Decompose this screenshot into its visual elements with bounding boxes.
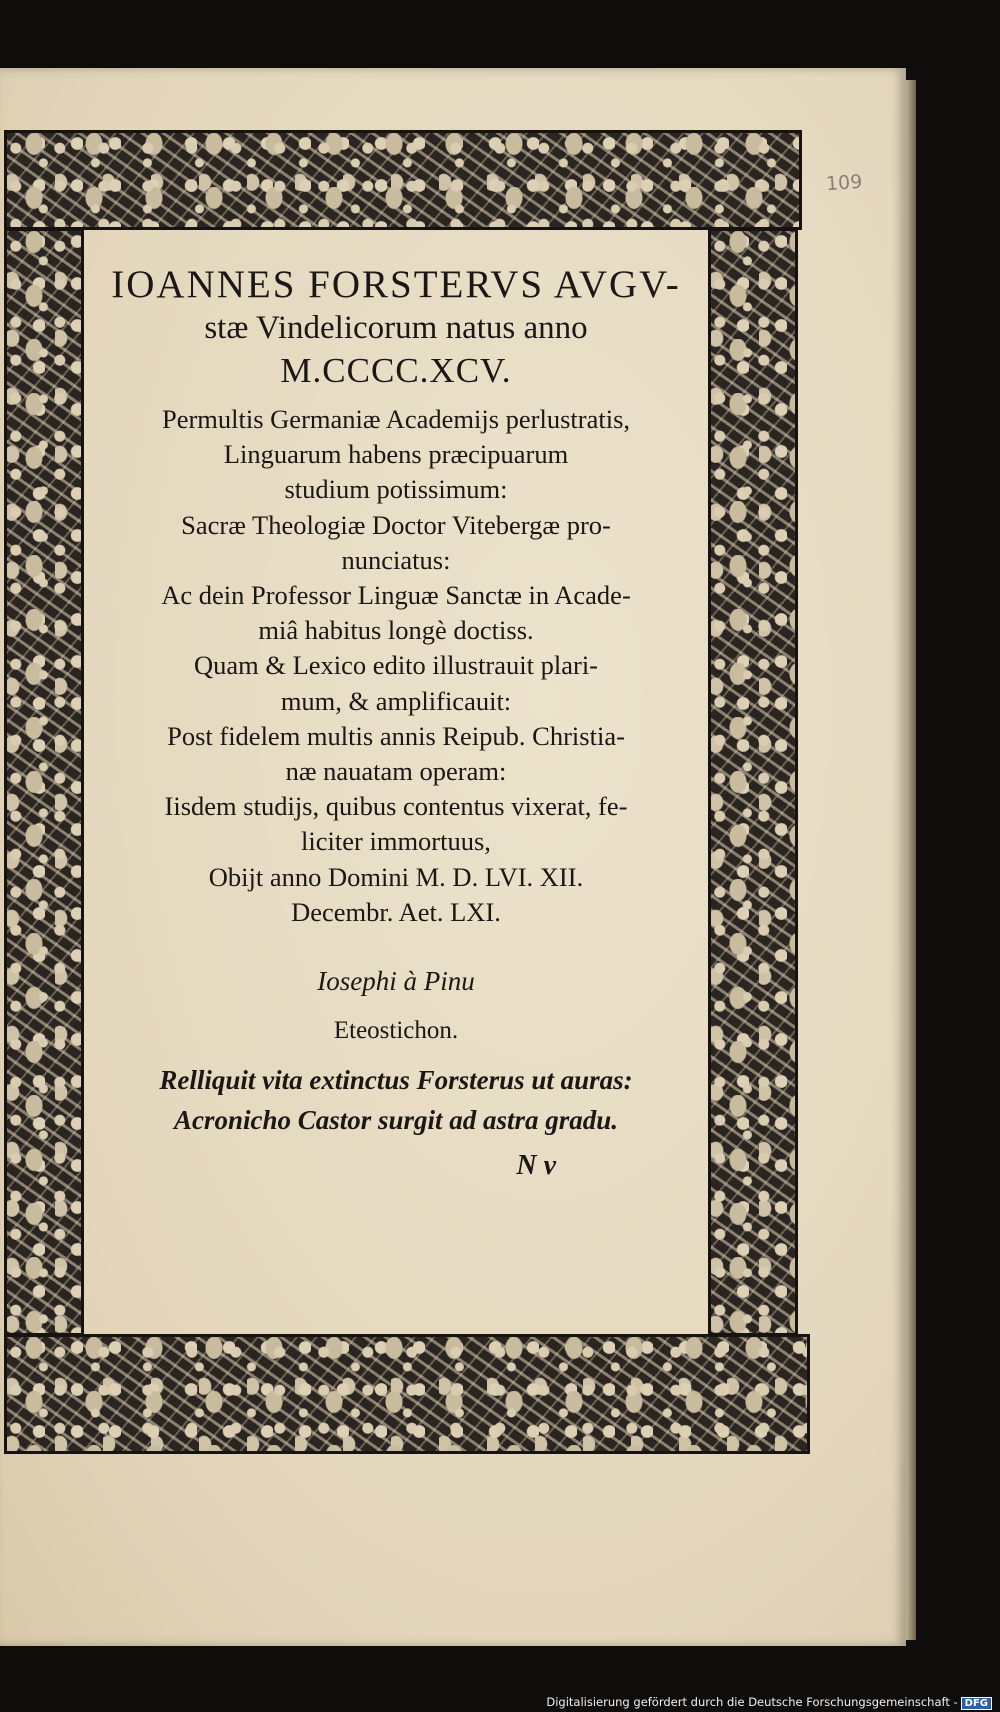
body-line: liciter immortuus, xyxy=(301,826,491,857)
dfg-logo: DFG xyxy=(961,1697,992,1710)
body-line: mum, & amplificauit: xyxy=(280,685,512,716)
body-line: næ nauatam operam: xyxy=(285,756,507,787)
body-line: Permultis Germaniæ Academijs perlustratis, xyxy=(161,404,631,434)
woodcut-border-left xyxy=(4,228,84,1336)
body-line: Quam & Lexico edito illustrauit plari- xyxy=(193,650,599,681)
title-line-3: M.CCCC.XCV. xyxy=(280,351,512,390)
body-line: Obijt anno Domini M. D. LVI. XII. xyxy=(208,861,584,892)
epigram-verse-1: Relliquit vita extinctus Forsterus ut auras: xyxy=(159,1065,633,1096)
body-line: Sacræ Theologiæ Doctor Vitebergæ pro- xyxy=(181,509,611,540)
epigram-title: Eteostichon. xyxy=(333,1017,459,1045)
body-line: Ac dein Professor Linguæ Sanctæ in Acade- xyxy=(161,580,631,611)
epigram-author: Iosephi à Pinu xyxy=(317,966,475,997)
body-line: Linguarum habens præcipuarum xyxy=(223,439,569,470)
printed-text-block xyxy=(86,232,706,1332)
page-edge xyxy=(906,80,916,1640)
funding-credit xyxy=(546,1695,992,1710)
epigram-verse-2: Acronicho Castor surgit ad astra gradu. xyxy=(173,1105,619,1136)
body-line: studium potissimum: xyxy=(284,474,508,505)
body-line: Iisdem studijs, quibus contentus vixerat, fe- xyxy=(164,791,628,822)
title-line-2: stæ Vindelicorum natus anno xyxy=(204,310,588,346)
woodcut-border-bottom xyxy=(4,1334,810,1454)
woodcut-border-top xyxy=(4,130,802,230)
body-line: Post fidelem multis annis Reipub. Christia- xyxy=(167,720,625,751)
title-line-1: IOANNES FORSTERVS AVGV- xyxy=(111,263,681,306)
signature-mark: N v xyxy=(516,1150,556,1182)
body-line: nunciatus: xyxy=(341,544,451,575)
pencil-folio-number: 109 xyxy=(825,170,863,196)
woodcut-border-right xyxy=(708,228,798,1336)
body-line: Decembr. Aet. LXI. xyxy=(291,896,501,927)
body-line: miâ habitus longè doctiss. xyxy=(258,615,534,646)
funding-credit-text: Digitalisierung gefördert durch die Deutsche Forschungsgemeinschaft - xyxy=(546,1695,958,1709)
